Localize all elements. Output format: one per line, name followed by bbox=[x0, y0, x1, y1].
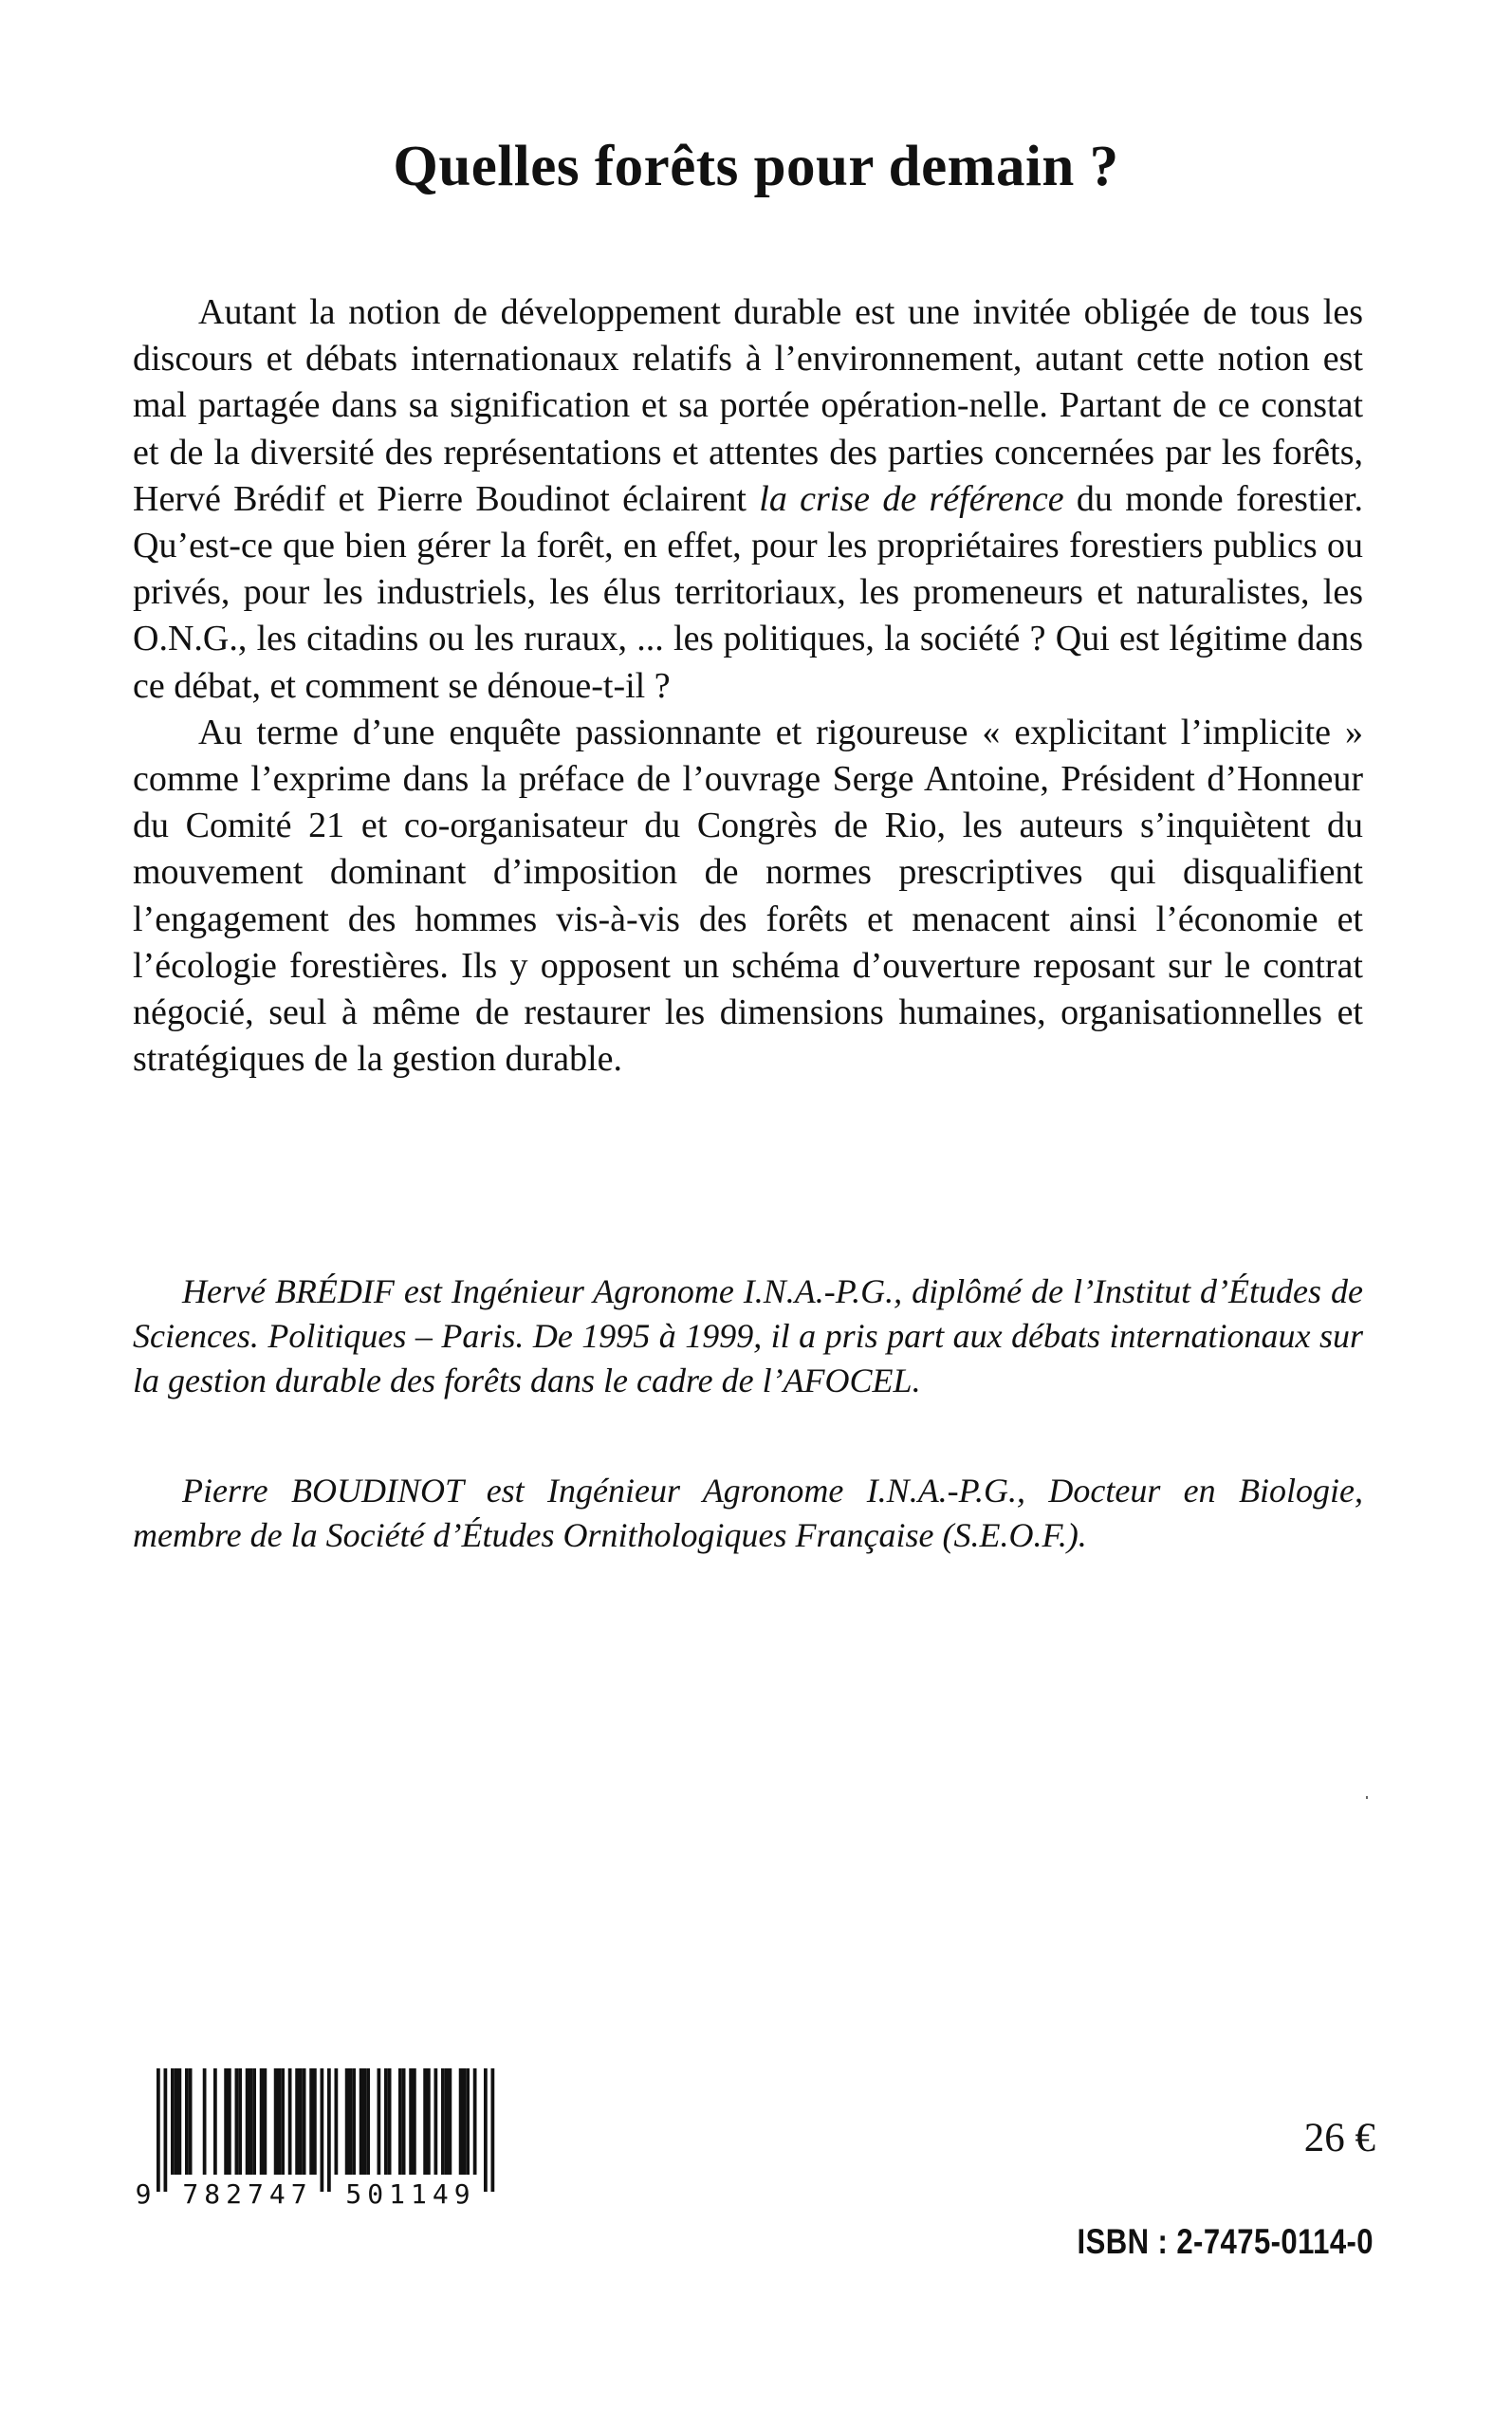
barcode-bar bbox=[238, 2068, 242, 2175]
barcode-bar bbox=[321, 2068, 324, 2192]
barcode-bar bbox=[303, 2068, 306, 2175]
barcode-bar bbox=[203, 2068, 207, 2175]
barcode-bar bbox=[175, 2068, 178, 2175]
barcode-bar bbox=[360, 2068, 363, 2175]
isbn: ISBN : 2-7475-0114-0 bbox=[1077, 2222, 1374, 2261]
barcode-bar bbox=[491, 2068, 495, 2192]
barcode-bar bbox=[423, 2068, 427, 2175]
barcode-bar bbox=[164, 2068, 168, 2192]
barcode-bar bbox=[366, 2068, 370, 2175]
barcode-bar bbox=[249, 2068, 253, 2175]
barcode-bar bbox=[449, 2068, 452, 2175]
scan-speck bbox=[1366, 1796, 1368, 1799]
summary-paragraph-1-italic: la crise de référence bbox=[759, 478, 1064, 519]
barcode-bar bbox=[246, 2068, 249, 2175]
barcode-bar bbox=[157, 2068, 160, 2192]
barcode-bar bbox=[459, 2068, 463, 2175]
summary-paragraph-1-end: du monde forestier. Qu’est-ce que bien gérer la forêt, en effet, pour les propriétaires forestiers publics ou privés, pour les industriels, les élus territoriaux, les promeneurs et naturalistes, les O.N.G., les citadins ou les ruraux, ... les politiques, la société ? Qui est légitime dans ce débat, et comment se dénoue-t-il ? bbox=[133, 478, 1363, 706]
barcode-bar bbox=[235, 2068, 239, 2175]
barcode-bar bbox=[189, 2068, 193, 2175]
ean-barcode bbox=[136, 2068, 504, 2211]
barcode-bar bbox=[413, 2068, 416, 2175]
barcode-bar bbox=[484, 2068, 488, 2192]
barcode-bar bbox=[274, 2068, 278, 2175]
barcode-bar bbox=[363, 2068, 367, 2175]
barcode-digits-left: 782747 bbox=[182, 2178, 313, 2210]
barcode-bar bbox=[213, 2068, 217, 2175]
summary-text bbox=[133, 289, 1363, 1083]
author-bio-boudinot bbox=[133, 1469, 1363, 1558]
author-name: Pierre BOUDINOT bbox=[182, 1472, 464, 1510]
barcode-bar bbox=[388, 2068, 392, 2175]
barcode-bar bbox=[345, 2068, 349, 2175]
barcode-bar bbox=[260, 2068, 264, 2175]
barcode-bar bbox=[228, 2068, 231, 2175]
author-bio-bredif bbox=[133, 1269, 1363, 1403]
author-bio-text: est Ingénieur Agronome I.N.A.-P.G., Docteur en Biologie, membre de la Société d’Études Ornithologiques Française (S.E.O.F.). bbox=[133, 1472, 1363, 1554]
barcode-bar bbox=[278, 2068, 282, 2175]
author-bio-paragraph bbox=[133, 1469, 1363, 1558]
barcode-bar bbox=[299, 2068, 303, 2175]
barcode-bar bbox=[252, 2068, 256, 2175]
barcode-bar bbox=[178, 2068, 182, 2175]
price: 26 € bbox=[1303, 2116, 1375, 2160]
barcode-bar bbox=[313, 2068, 317, 2175]
barcode-bar bbox=[309, 2068, 313, 2175]
barcode-bar bbox=[281, 2068, 285, 2175]
barcode-bar bbox=[349, 2068, 353, 2175]
barcode-bar bbox=[352, 2068, 356, 2175]
barcode-digits-right: 501149 bbox=[345, 2178, 476, 2210]
barcode-bar bbox=[185, 2068, 189, 2175]
barcode-digit-lead: 9 bbox=[136, 2178, 152, 2210]
barcode-bar bbox=[295, 2068, 299, 2175]
summary-paragraph-1-start: Autant la notion de développement durable est une invitée obligée de tous les discours et débats internationaux relatifs à l’environnement, autant cette notion est mal partagée dans sa signification et sa portée opération-nelle. Partant de ce constat et de la diversité des représentations et attentes des parties concernées par les forêts, Hervé Brédif et Pierre Boudinot éclairent bbox=[133, 292, 1363, 519]
barcode-bar bbox=[335, 2068, 339, 2175]
barcode-bar bbox=[224, 2068, 228, 2175]
barcode-bar bbox=[288, 2068, 292, 2175]
summary-paragraph-1 bbox=[133, 289, 1363, 710]
book-title: Quelles forêts pour demain ? bbox=[393, 135, 1119, 198]
barcode-bar bbox=[473, 2068, 477, 2175]
barcode-bar bbox=[398, 2068, 402, 2175]
barcode-bar bbox=[264, 2068, 267, 2175]
barcode-bar bbox=[402, 2068, 406, 2175]
author-name: Hervé BRÉDIF bbox=[182, 1272, 395, 1310]
barcode-bar bbox=[445, 2068, 449, 2175]
author-bio-text: est Ingénieur Agronome I.N.A.-P.G., diplômé de l’Institut d’Études de Sciences. Politiques – Paris. De 1995 à 1999, il a pris part aux débats internationaux sur la gestion durable des forêts dans le cadre de l’AFOCEL. bbox=[133, 1272, 1364, 1399]
barcode-bar bbox=[427, 2068, 431, 2175]
barcode-bar bbox=[327, 2068, 331, 2192]
barcode-bar bbox=[466, 2068, 470, 2175]
author-bio-paragraph bbox=[133, 1269, 1363, 1403]
barcode-bar bbox=[463, 2068, 467, 2175]
barcode-bar bbox=[441, 2068, 445, 2175]
barcode-bar bbox=[171, 2068, 175, 2175]
barcode-bar bbox=[434, 2068, 438, 2175]
barcode-bar bbox=[409, 2068, 413, 2175]
summary-paragraph-2: Au terme d’une enquête passionnante et rigoureuse « explicitant l’implicite » comme l’exprime dans la préface de l’ouvrage Serge Antoine, Président d’Honneur du Comité 21 et co-organisateur du Congrès de Rio, les auteurs s’inquiètent du mouvement dominant d’imposition de normes prescriptives qui disqualifient l’engagement des hommes vis-à-vis des forêts et menacent ainsi l’économie et l’écologie forestières. Ils y opposent un schéma d’ouverture reposant sur le contrat négocié, seul à même de restaurer les dimensions humaines, organisationnelles et stratégiques de la gestion durable. bbox=[133, 712, 1363, 1080]
barcode-bar bbox=[378, 2068, 381, 2175]
barcode-bar bbox=[384, 2068, 388, 2175]
